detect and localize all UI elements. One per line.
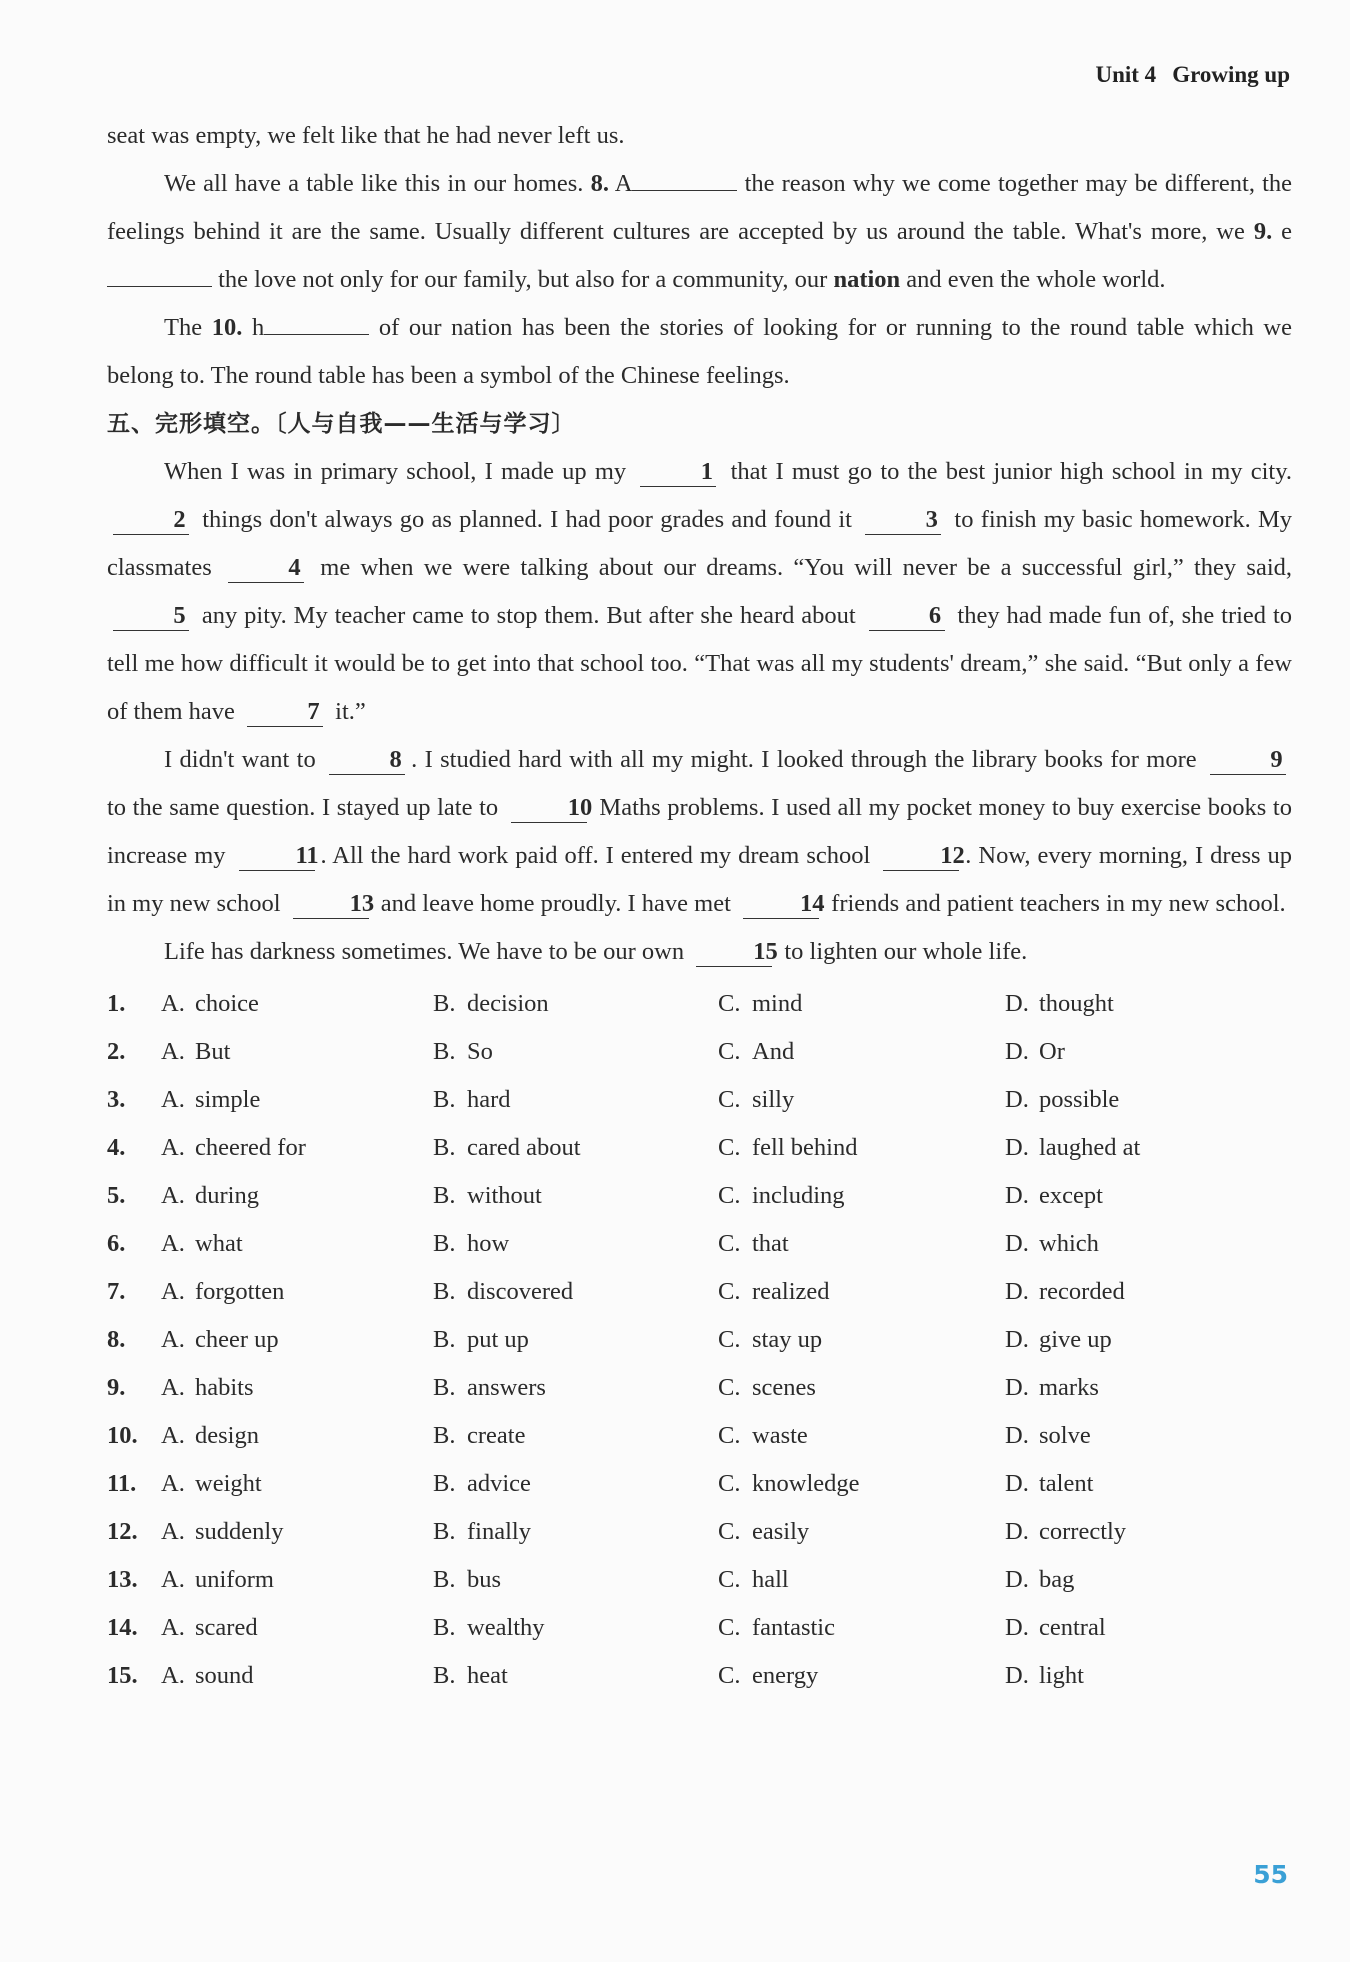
item-number-8: 8.	[590, 170, 609, 197]
option-word: Or	[1039, 1038, 1065, 1065]
option-row	[107, 1412, 1292, 1460]
option-b[interactable]	[433, 1172, 718, 1220]
option-letter: C.	[718, 1614, 741, 1641]
option-a[interactable]	[161, 1124, 433, 1172]
option-letter: A.	[161, 1422, 185, 1449]
option-word: forgotten	[195, 1278, 285, 1305]
option-c[interactable]	[718, 1220, 1005, 1268]
option-d[interactable]	[1005, 1028, 1285, 1076]
option-a[interactable]	[161, 1556, 433, 1604]
option-letter: D.	[1005, 1422, 1029, 1449]
option-letter: B.	[433, 1662, 456, 1689]
option-word: which	[1039, 1230, 1099, 1257]
option-word: hard	[467, 1086, 511, 1113]
option-row	[107, 1508, 1292, 1556]
option-word: realized	[752, 1278, 830, 1305]
passage-paragraph-10: The 10. h of our nation has been the stories of looking for or running to the round table which we belong to. The round table has been a symbol of the Chinese feelings.	[107, 314, 1293, 389]
option-row	[107, 1220, 1292, 1268]
option-word: simple	[195, 1086, 261, 1113]
option-letter: C.	[718, 1566, 741, 1593]
option-letter: D.	[1005, 1614, 1029, 1641]
option-word: including	[752, 1182, 845, 1209]
option-c[interactable]	[718, 1460, 1005, 1508]
option-word: bag	[1039, 1566, 1075, 1593]
option-word: design	[195, 1422, 259, 1449]
option-a[interactable]	[161, 1268, 433, 1316]
option-word: heat	[467, 1662, 508, 1689]
option-letter: D.	[1005, 1326, 1029, 1353]
option-letter: C.	[718, 1182, 741, 1209]
option-letter: C.	[718, 1470, 741, 1497]
option-c[interactable]	[718, 980, 1005, 1028]
cloze-gap-13[interactable]: 13	[293, 890, 369, 919]
option-word: And	[752, 1038, 795, 1065]
option-d[interactable]	[1005, 1076, 1285, 1124]
option-letter: B.	[433, 1470, 456, 1497]
option-d[interactable]	[1005, 980, 1285, 1028]
option-b[interactable]	[433, 1460, 718, 1508]
option-letter: B.	[433, 1278, 456, 1305]
option-letter: C.	[718, 1038, 741, 1065]
option-a[interactable]	[161, 980, 433, 1028]
option-word: give up	[1039, 1326, 1112, 1353]
option-word: fell behind	[752, 1134, 858, 1161]
option-letter: B.	[433, 1182, 456, 1209]
option-c[interactable]	[718, 1028, 1005, 1076]
option-word: fantastic	[752, 1614, 835, 1641]
option-d[interactable]	[1005, 1604, 1285, 1652]
option-word: cheer up	[195, 1326, 279, 1353]
option-a[interactable]	[161, 1460, 433, 1508]
option-c[interactable]	[718, 1604, 1005, 1652]
option-word: sound	[195, 1662, 254, 1689]
option-word: answers	[467, 1374, 546, 1401]
option-row	[107, 1556, 1292, 1604]
cloze-gap-10[interactable]: 10	[511, 794, 587, 823]
option-word: suddenly	[195, 1518, 284, 1545]
option-a[interactable]	[161, 1508, 433, 1556]
option-letter: C.	[718, 1230, 741, 1257]
cloze-paragraph-2: I didn't want to 8 . I studied hard with all my might. I looked through the library books for more 9 to the same question. I stayed up late to 10 Maths problems. I used all my pocket money to buy exercise books to increase my 11. All the hard work paid off. I entered my dream school 12. Now, every morning, I dress up in my new school 13 and leave home proudly. I have met 14 friends and patient teachers in my new school.	[107, 746, 1292, 917]
option-number: 5.	[107, 1182, 126, 1209]
option-letter: D.	[1005, 1278, 1029, 1305]
option-word: But	[195, 1038, 231, 1065]
option-a[interactable]	[161, 1220, 433, 1268]
option-row	[107, 1172, 1292, 1220]
option-b[interactable]	[433, 1604, 718, 1652]
option-word: wealthy	[467, 1614, 545, 1641]
option-letter: B.	[433, 1134, 456, 1161]
option-number: 10.	[107, 1422, 138, 1449]
page-header	[1095, 62, 1290, 88]
option-d[interactable]	[1005, 1124, 1285, 1172]
option-letter: C.	[718, 1374, 741, 1401]
option-letter: B.	[433, 1422, 456, 1449]
answer-blank-8[interactable]	[632, 190, 737, 191]
option-c[interactable]	[718, 1076, 1005, 1124]
option-word: advice	[467, 1470, 531, 1497]
option-word: stay up	[752, 1326, 823, 1353]
option-a[interactable]	[161, 1028, 433, 1076]
option-word: what	[195, 1230, 243, 1257]
option-letter: B.	[433, 1230, 456, 1257]
cloze-gap-8[interactable]: 8	[329, 746, 405, 775]
option-number: 8.	[107, 1326, 126, 1353]
option-b[interactable]	[433, 980, 718, 1028]
option-c[interactable]	[718, 1652, 1005, 1700]
option-word: hall	[752, 1566, 789, 1593]
option-d[interactable]	[1005, 1460, 1285, 1508]
option-row	[107, 1316, 1292, 1364]
cloze-paragraph-1: When I was in primary school, I made up my 1 that I must go to the best junior high school in my city. 2 things don't always go as planned. I had poor grades and found it 3 to finish my basic homework. My classmates 4 me when we were talking about our dreams. “You will never be a successful girl,” they said, 5 any pity. My teacher came to stop them. But after she heard about 6 they had made fun of, she tried to tell me how difficult it would be to get into that school too. “That was all my students' dream,” she said. “But only a few of them have 7 it.”	[107, 458, 1293, 725]
option-c[interactable]	[718, 1556, 1005, 1604]
option-number: 1.	[107, 990, 126, 1017]
section-title-cloze: 五、完形填空。〔人与自我——生活与学习〕	[107, 411, 576, 437]
option-d[interactable]	[1005, 1172, 1285, 1220]
unit-label: Unit 4	[1095, 62, 1157, 87]
option-d[interactable]	[1005, 1556, 1285, 1604]
option-row	[107, 1652, 1292, 1700]
option-letter: D.	[1005, 1566, 1029, 1593]
option-b[interactable]	[433, 1124, 718, 1172]
option-number: 9.	[107, 1374, 126, 1401]
option-word: easily	[752, 1518, 810, 1545]
option-number: 3.	[107, 1086, 126, 1113]
option-d[interactable]	[1005, 1316, 1285, 1364]
option-word: silly	[752, 1086, 795, 1113]
option-letter: D.	[1005, 1038, 1029, 1065]
option-number: 7.	[107, 1278, 126, 1305]
option-letter: A.	[161, 1134, 185, 1161]
option-row	[107, 1364, 1292, 1412]
cloze-gap-12[interactable]: 12	[883, 842, 959, 871]
option-number: 2.	[107, 1038, 126, 1065]
option-letter: A.	[161, 1326, 185, 1353]
option-letter: A.	[161, 1566, 185, 1593]
page-body	[107, 112, 1292, 1700]
option-letter: D.	[1005, 990, 1029, 1017]
passage-line: seat was empty, we felt like that he had never left us.	[107, 122, 625, 149]
option-a[interactable]	[161, 1364, 433, 1412]
option-letter: D.	[1005, 1662, 1029, 1689]
option-letter: C.	[718, 990, 741, 1017]
option-word: thought	[1039, 990, 1114, 1017]
option-b[interactable]	[433, 1364, 718, 1412]
option-word: uniform	[195, 1566, 274, 1593]
option-d[interactable]	[1005, 1220, 1285, 1268]
option-word: scared	[195, 1614, 258, 1641]
cloze-gap-11[interactable]: 11	[239, 842, 315, 871]
option-row	[107, 1460, 1292, 1508]
option-row	[107, 1268, 1292, 1316]
option-letter: A.	[161, 1038, 185, 1065]
option-b[interactable]	[433, 1556, 718, 1604]
option-word: finally	[467, 1518, 531, 1545]
option-a[interactable]	[161, 1604, 433, 1652]
option-letter: B.	[433, 1326, 456, 1353]
option-letter: A.	[161, 1374, 185, 1401]
option-letter: D.	[1005, 1470, 1029, 1497]
option-word: decision	[467, 990, 549, 1017]
option-word: habits	[195, 1374, 254, 1401]
answer-blank-10[interactable]	[264, 334, 369, 335]
option-word: So	[467, 1038, 493, 1065]
option-letter: B.	[433, 1038, 456, 1065]
option-c[interactable]	[718, 1508, 1005, 1556]
option-number: 12.	[107, 1518, 138, 1545]
option-word: light	[1039, 1662, 1084, 1689]
cloze-gap-2[interactable]: 2	[113, 506, 189, 535]
option-word: scenes	[752, 1374, 816, 1401]
option-letter: C.	[718, 1278, 741, 1305]
option-letter: D.	[1005, 1086, 1029, 1113]
answer-blank-9[interactable]	[107, 286, 212, 287]
option-letter: D.	[1005, 1518, 1029, 1545]
option-letter: A.	[161, 1278, 185, 1305]
option-letter: C.	[718, 1086, 741, 1113]
option-word: laughed at	[1039, 1134, 1141, 1161]
option-letter: D.	[1005, 1374, 1029, 1401]
option-word: weight	[195, 1470, 262, 1497]
cloze-gap-4[interactable]: 4	[228, 554, 304, 583]
option-letter: A.	[161, 1230, 185, 1257]
item-number-10: 10.	[211, 314, 243, 341]
option-b[interactable]	[433, 1316, 718, 1364]
option-word: cared about	[467, 1134, 581, 1161]
option-word: how	[467, 1230, 510, 1257]
option-b[interactable]	[433, 1652, 718, 1700]
option-a[interactable]	[161, 1076, 433, 1124]
cloze-gap-1[interactable]: 1	[640, 458, 716, 487]
option-b[interactable]	[433, 1508, 718, 1556]
option-letter: B.	[433, 1374, 456, 1401]
option-letter: A.	[161, 1518, 185, 1545]
bold-word: nation	[833, 266, 901, 293]
passage-paragraph-8-9: We all have a table like this in our homes. 8. A the reason why we come together may be different, the feelings behind it are the same. Usually different cultures are accepted by us around the table. What's more, we 9. e the love not only for our family, but also for a community, our nation and even the whole world.	[107, 170, 1293, 293]
page-number: 55	[1253, 1860, 1288, 1889]
option-word: recorded	[1039, 1278, 1125, 1305]
option-b[interactable]	[433, 1028, 718, 1076]
option-d[interactable]	[1005, 1508, 1285, 1556]
option-a[interactable]	[161, 1412, 433, 1460]
option-c[interactable]	[718, 1268, 1005, 1316]
option-a[interactable]	[161, 1172, 433, 1220]
cloze-paragraph-3: Life has darkness sometimes. We have to be our own 15 to lighten our whole life.	[164, 938, 1028, 965]
option-letter: C.	[718, 1134, 741, 1161]
option-letter: A.	[161, 1470, 185, 1497]
option-number: 13.	[107, 1566, 138, 1593]
cloze-gap-14[interactable]: 14	[743, 890, 819, 919]
option-number: 6.	[107, 1230, 126, 1257]
option-letter: B.	[433, 1566, 456, 1593]
option-word: during	[195, 1182, 259, 1209]
option-letter: C.	[718, 1422, 741, 1449]
option-c[interactable]	[718, 1412, 1005, 1460]
option-letter: C.	[718, 1326, 741, 1353]
option-a[interactable]	[161, 1652, 433, 1700]
option-word: that	[752, 1230, 789, 1257]
option-row	[107, 1124, 1292, 1172]
cloze-gap-5[interactable]: 5	[113, 602, 189, 631]
option-letter: D.	[1005, 1182, 1029, 1209]
option-b[interactable]	[433, 1076, 718, 1124]
option-letter: B.	[433, 990, 456, 1017]
cloze-gap-15[interactable]: 15	[696, 938, 772, 967]
options-list	[107, 980, 1292, 1700]
option-c[interactable]	[718, 1172, 1005, 1220]
option-word: cheered for	[195, 1134, 306, 1161]
option-word: correctly	[1039, 1518, 1127, 1545]
option-letter: D.	[1005, 1134, 1029, 1161]
option-letter: A.	[161, 1086, 185, 1113]
option-number: 4.	[107, 1134, 126, 1161]
option-letter: D.	[1005, 1230, 1029, 1257]
cloze-gap-9[interactable]: 9	[1210, 746, 1286, 775]
option-word: bus	[467, 1566, 502, 1593]
option-word: possible	[1039, 1086, 1120, 1113]
option-row	[107, 1028, 1292, 1076]
option-letter: A.	[161, 1614, 185, 1641]
option-word: discovered	[467, 1278, 574, 1305]
option-c[interactable]	[718, 1124, 1005, 1172]
option-word: solve	[1039, 1422, 1091, 1449]
option-row	[107, 980, 1292, 1028]
option-letter: B.	[433, 1518, 456, 1545]
option-word: choice	[195, 990, 259, 1017]
option-b[interactable]	[433, 1268, 718, 1316]
option-d[interactable]	[1005, 1412, 1285, 1460]
option-letter: A.	[161, 990, 185, 1017]
option-word: energy	[752, 1662, 819, 1689]
option-letter: C.	[718, 1518, 741, 1545]
option-letter: B.	[433, 1086, 456, 1113]
option-a[interactable]	[161, 1316, 433, 1364]
option-d[interactable]	[1005, 1364, 1285, 1412]
cloze-gap-3[interactable]: 3	[865, 506, 941, 535]
option-number: 14.	[107, 1614, 138, 1641]
option-number: 11.	[107, 1470, 137, 1497]
option-b[interactable]	[433, 1412, 718, 1460]
option-word: marks	[1039, 1374, 1099, 1401]
option-word: except	[1039, 1182, 1103, 1209]
option-row	[107, 1076, 1292, 1124]
option-letter: A.	[161, 1182, 185, 1209]
item-number-9: 9.	[1253, 218, 1273, 245]
option-b[interactable]	[433, 1220, 718, 1268]
option-word: central	[1039, 1614, 1106, 1641]
option-word: knowledge	[752, 1470, 860, 1497]
option-c[interactable]	[718, 1316, 1005, 1364]
option-word: without	[467, 1182, 542, 1209]
cloze-gap-7[interactable]: 7	[247, 698, 323, 727]
option-row	[107, 1604, 1292, 1652]
cloze-gap-6[interactable]: 6	[869, 602, 945, 631]
option-word: put up	[467, 1326, 529, 1353]
option-letter: C.	[718, 1662, 741, 1689]
option-number: 15.	[107, 1662, 138, 1689]
option-word: talent	[1039, 1470, 1094, 1497]
unit-title: Growing up	[1172, 62, 1290, 87]
option-d[interactable]	[1005, 1652, 1285, 1700]
option-c[interactable]	[718, 1364, 1005, 1412]
option-word: waste	[752, 1422, 808, 1449]
option-d[interactable]	[1005, 1268, 1285, 1316]
option-word: create	[467, 1422, 526, 1449]
option-word: mind	[752, 990, 803, 1017]
option-letter: A.	[161, 1662, 185, 1689]
option-letter: B.	[433, 1614, 456, 1641]
